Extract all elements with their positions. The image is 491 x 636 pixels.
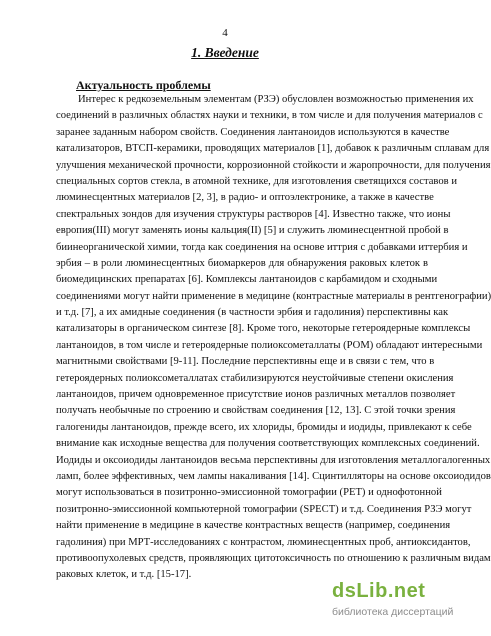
- text-line: Иодиды и оксоиодиды лантаноидов весьма перспективны для изготовления металлогалогенных: [56, 454, 491, 466]
- watermark-logo: dsLib.net: [332, 580, 426, 602]
- text-line: магнитными свойствами [9-11]. Последние перспективны еще и в связи с тем, что в: [56, 356, 435, 368]
- text-line: гетероядерных полиоксометаллатах стабилизируются неустойчивые степени окисления: [56, 372, 454, 384]
- text-line: специальных сортов стекла, в атомной технике, для изготовления светящихся составов и: [56, 175, 457, 187]
- body-text: [56, 92, 491, 584]
- watermark: [332, 580, 454, 630]
- text-line: эрбия – в роли люминесцентных биомаркеров для обнаружения раковых клеток в: [56, 257, 428, 269]
- text-line: гадолиния) при МРТ-исследованиях с контрастом, люминесцентных проб, антиоксидантов,: [56, 536, 471, 548]
- text-line: противоопухолевых средств, проявляющих цитотоксичность по отношению к различным видам: [56, 552, 491, 564]
- text-line: лантаноидов, в том числе и гетероядерные полиоксометаллаты (РОМ) обладают интересными: [56, 339, 483, 351]
- text-line: ламп, более эффективных, чем лампы накаливания [14]. Сцинтилляторы на основе оксоиодидов: [56, 470, 491, 482]
- text-line: спектральных зондов для изучения структуры растворов [4]. Известно также, что ионы: [56, 208, 451, 220]
- text-line: соединениями могут найти применение в медицине (контрастные материалы в рентгенографии): [56, 290, 491, 302]
- text-line: получать необычные по строению и свойствам соединения [12, 13]. С этой точки зрения: [56, 405, 456, 417]
- section-heading: Актуальность проблемы: [76, 78, 211, 92]
- text-line: люминесцентных материалов [2, 3], в радио- и оптоэлектронике, а также в качестве: [56, 192, 434, 204]
- text-line: раковых клеток, и т.д. [15-17].: [56, 569, 192, 581]
- text-line: Интерес к редкоземельным элементам (РЗЭ) обусловлен возможностью применения их: [78, 94, 474, 105]
- page-title: 1. Введение: [191, 45, 259, 60]
- text-line: биинеорганической химии, тогда как соединения на основе иттрия с добавками иттербия и: [56, 241, 468, 253]
- text-line: катализаторов, ВТСП-керамики, проводящих материалов [1], добавок к различным сплавам для: [56, 143, 490, 155]
- text-line: катализаторы в органическом синтезе [8]. Кроме того, некоторые гетероядерные комплексы: [56, 323, 471, 335]
- page-number: 4: [222, 27, 228, 39]
- text-line: европия(III) могут заменять ионы кальция(II) [5] и служить люминесцентной пробой в: [56, 225, 449, 237]
- text-line: могут использоваться в позитронно-эмиссионной томографии (PET) и однофотонной: [56, 487, 442, 499]
- text-line: лантаноидов, причем одновременное присутствие ионов различных металлов позволяет: [56, 389, 456, 401]
- text-line: биомедицинских препаратах [6]. Комплексы лантаноидов с карбамидом и сходными: [56, 274, 438, 286]
- text-line: улучшения механической прочности, коррозионной стойкости и жаропрочности, для получения: [56, 159, 491, 171]
- text-line: и т.д. [7], а их амидные соединения (в частности эрбия и гадолиния) перспективны как: [56, 307, 449, 319]
- text-line: найти применение в медицине в качестве контрастных веществ (например, соединения: [56, 520, 451, 532]
- watermark-subtitle: библиотека диссертаций: [332, 606, 454, 618]
- text-line: заранее заданным набором свойств. Соединения лантаноидов используются в качестве: [56, 126, 450, 138]
- text-line: соединений в различных областях науки и техники, в том числе и для получения материалов с: [56, 110, 483, 122]
- text-line: галогениды лантаноидов, прежде всего, их хлориды, бромиды и иодиды, привлекают к себе: [56, 421, 472, 433]
- text-line: внимание как исходные вещества для получения соответствующих комплексных соединений.: [56, 438, 480, 450]
- text-line: позитронно-эмиссионной компьютерной томографии (SPECT) и т.д. Соединения РЗЭ могут: [56, 503, 472, 515]
